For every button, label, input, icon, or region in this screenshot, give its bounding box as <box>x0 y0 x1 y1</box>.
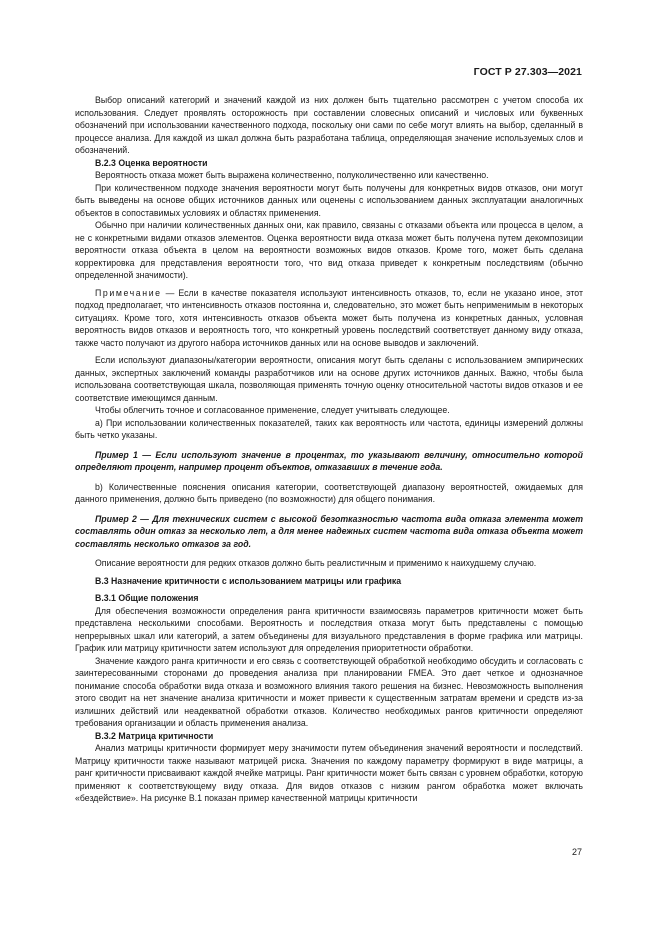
paragraph: При количественном подходе значения вероятности могут быть получены для конкретных видов отказов, они могут быть выведены на основе общих источников данных или оценены с использованием данных эксплуатации аналогичных объектов в сопоставимых условиях и областях применения. <box>75 182 583 218</box>
section-heading-b31: В.3.1 Общие положения <box>95 593 199 603</box>
paragraph: Если используют диапазоны/категории вероятности, описания могут быть сделаны с использованием эмпирических данных, экспертных заключений команды разработчиков или на основе других источников данных. Важно, чтобы была использована соответствующая шкала, позволяющая применять точную оценку относительной частоты видов отказов и ее соответствие имеющимся данным. <box>75 355 583 403</box>
list-item-a: а) При использовании количественных показателей, таких как вероятность или частота, единицы измерений должны быть четко указаны. <box>75 417 583 440</box>
example-2: Пример 2 — Для технических систем с высокой безотказностью частота вида отказа элемента может составлять один отказ за несколько лет, а для менее надежных систем частота вида отказа объекта может составлять несколько отказов за год. <box>75 513 583 549</box>
list-item-b: b) Количественные пояснения описания категории, соответствующей диапазону вероятностей, ожидаемых для данного применения, должно быть приведено (по возможности) для общего понимания. <box>75 481 583 504</box>
paragraph: Для обеспечения возможности определения ранга критичности взаимосвязь параметров критичности может быть представлена несколькими способами. Вероятность и последствия отказа могут быть представлены с помощью непрерывных шкал или категорий, а затем объединены для визуального представления в форме графика или матрицы. График или матрицу критичности затем используют для определения приоритетности обработки. <box>75 605 583 653</box>
section-heading-b3: В.3 Назначение критичности с использованием матрицы или графика <box>95 575 402 586</box>
section-heading-b23: В.2.3 Оценка вероятности <box>95 157 208 168</box>
note-paragraph <box>75 287 583 350</box>
paragraph: Анализ матрицы критичности формирует меру значимости путем объединения значений вероятности и последствий. Матрицу критичности также называют матрицей риска. Значения по каждому параметру формируют в виде матрицы, а ранг критичности присваивают каждой ячейке матрицы. Ранг критичности может быть связан с уровнем обработки, которую применяют к соответствующему виду отказа. Для видов отказов с низким рангом обработка может включать «бездействие». На рисунке В.1 показан пример качественной матрицы критичности <box>75 743 583 803</box>
note-text: — Если в качестве показателя используют интенсивность отказов, то, если не указано иное, этот подход предполагает, что интенсивность отказов постоянна и, следовательно, это может быть неприменимым в некоторых ситуациях. Кроме того, хотя интенсивность отказов объекта может быть получена из конкретных данных, условная вероятность видов отказов и вероятность того, что конкретный уровень последствий соответствует данному виду отказа, также часто получают из другого набора источников данных или на основе выводов и заключений. <box>75 287 583 348</box>
paragraph: Вероятность отказа может быть выражена количественно, полуколичественно или качественно. <box>95 170 489 180</box>
paragraph: Чтобы облегчить точное и согласованное применение, следует учитывать следующее. <box>95 405 450 415</box>
paragraph: Обычно при наличии количественных данных они, как правило, связаны с отказами объекта или процесса в целом, а не с конкретными видами отказов элементов. Оценка вероятности вида отказа может быть получена путем декомпозиции вероятности отказа объекта в целом на вероятности возможных видов отказов. Кроме того, может быть сделана корректировка для представления вероятности того, что вид отказа приведет к конкретным последствиям (обычно определенной значимости). <box>75 220 583 280</box>
paragraph: Выбор описаний категорий и значений каждой из них должен быть тщательно рассмотрен с учетом способа их использования. Следует проявлять осторожность при составлении словесных описаний и числовых или буквенных обозначений при использовании качественного подхода, поскольку они сами по себе могут влиять на выбор, сделанный в процессе анализа. Для каждой из шкал должна быть разработана таблица, определяющая значение используемых слов и обозначений. <box>75 95 583 155</box>
example-1: Пример 1 — Если используют значение в процентах, то указывают величину, относительно которой определяют процент, например процент объектов, отказавших в течение года. <box>75 449 583 472</box>
standard-designation: ГОСТ Р 27.303—2021 <box>473 66 582 78</box>
section-heading-b32: В.3.2 Матрица критичности <box>95 730 214 741</box>
note-label: Примечание <box>95 287 162 298</box>
paragraph: Значение каждого ранга критичности и его связь с соответствующей обработкой необходимо обсудить и согласовать с заинтересованными сторонами до проведения анализа при планировании FMEA. Это дает четкое и однозначное понимание способа обработки вида отказа и возможного влияния такого решения на бизнес. Невозможность выполнения этого сводит на нет значение анализа критичности и может привести к существенным затратам времени и средств из-за излишних действий или неадекватной обработки отказов. Количество необходимых рангов критичности определяют требования организации и область применения анализа. <box>75 655 583 728</box>
page-number: 27 <box>571 847 582 857</box>
paragraph: Описание вероятности для редких отказов должно быть реалистичным и применимо к наихудшему случаю. <box>95 558 537 568</box>
page-body <box>75 94 583 805</box>
